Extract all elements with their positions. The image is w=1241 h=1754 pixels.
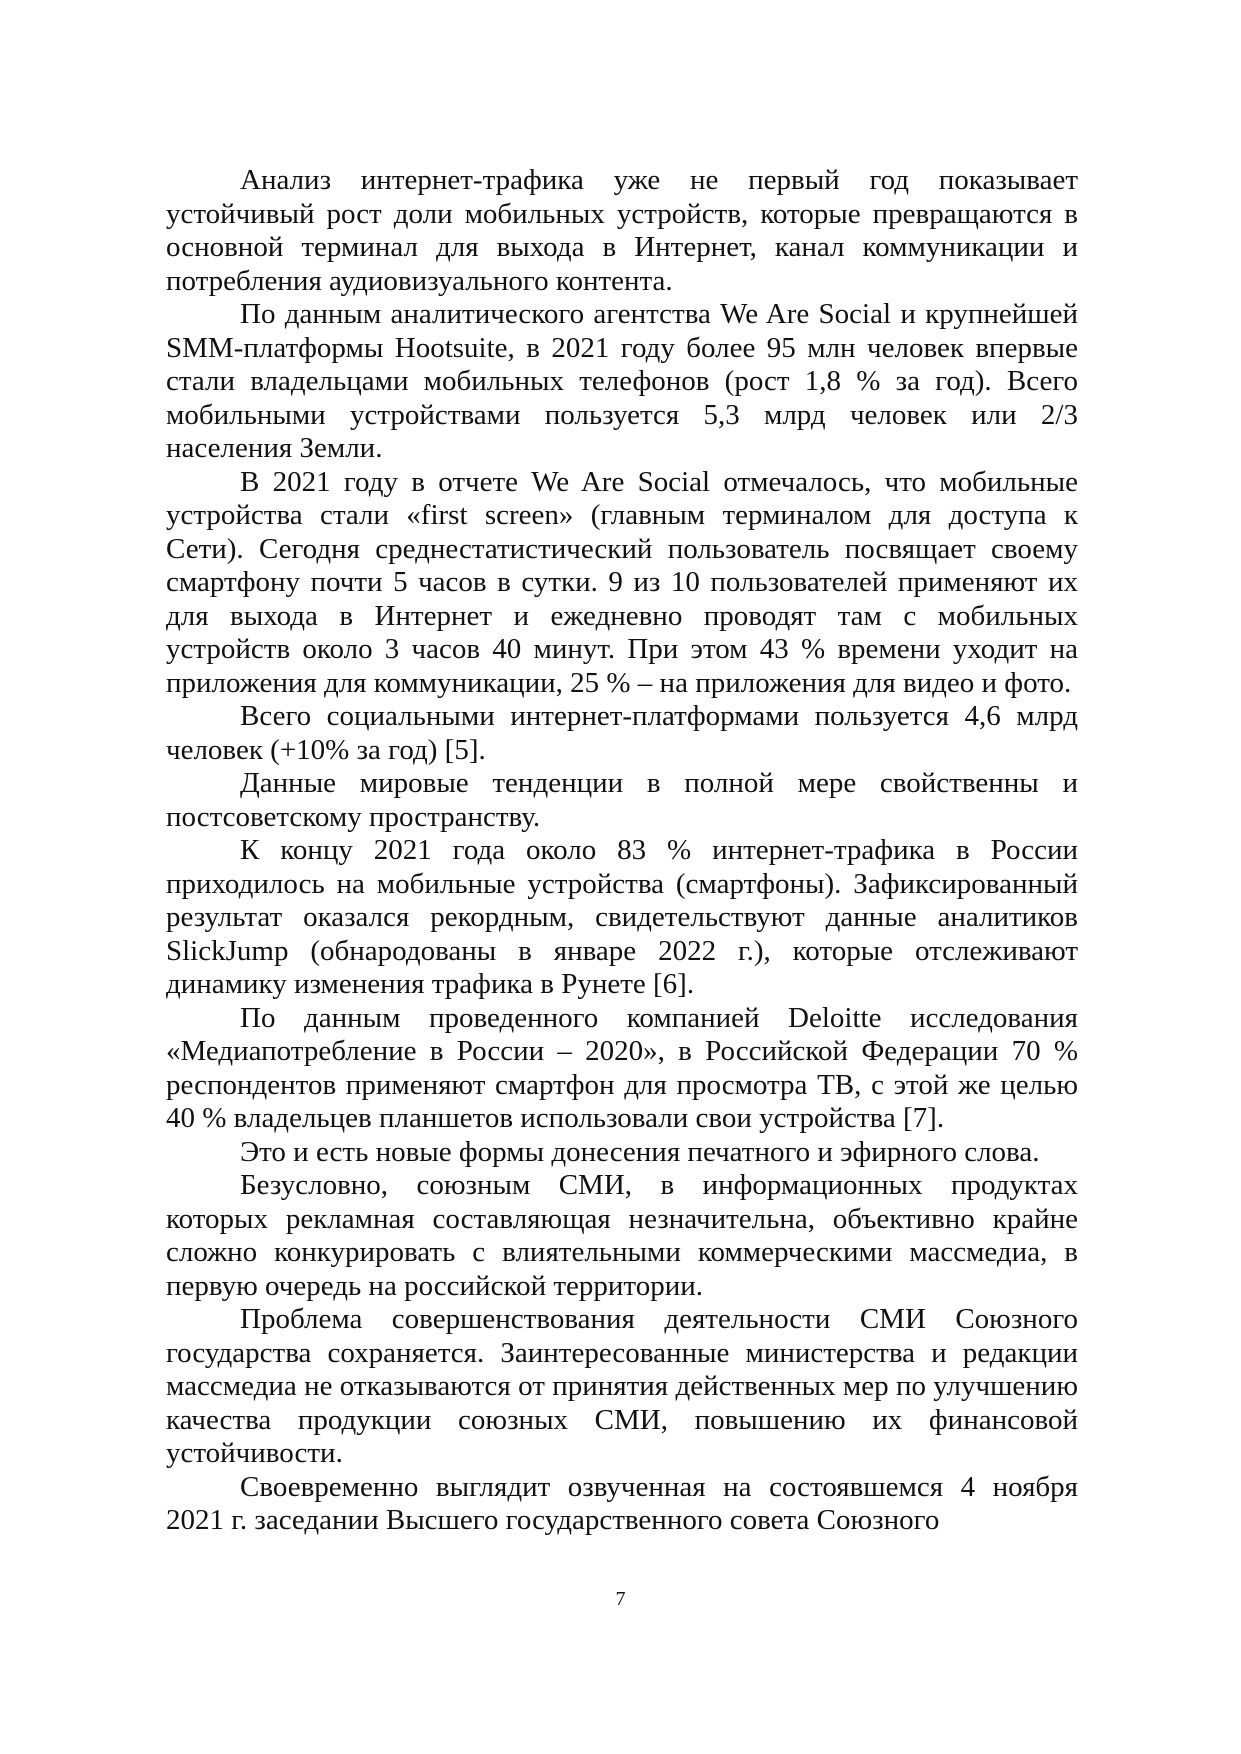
paragraph-2: По данным аналитического агентства We Are Social и крупнейшей SMM-платформы Hootsuite, в 2021 году более 95 млн человек впервые стали владельцами мобильных телефонов (рост 1,8 % за год). Всего мобильными устройствами пользуется 5,3 млрд человек или 2/3 населения Земли. xyxy=(166,298,1078,464)
paragraph-3: В 2021 году в отчете We Are Social отмечалось, что мобильные устройства стали «first screen» (главным терминалом для доступа к Сети). Сегодня среднестатистический пользователь посвящает своему смартфону почти 5 часов в сутки. 9 из 10 пользователей применяют их для выхода в Интернет и ежедневно проводят там с мобильных устройств около 3 часов 40 минут. При этом 43 % времени уходит на приложения для коммуникации, 25 % – на приложения для видео и фото. xyxy=(166,465,1078,699)
body-text xyxy=(166,164,1078,1538)
paragraph-9: Безусловно, союзным СМИ, в информационных продуктах которых рекламная составляющая незначительна, объективно крайне сложно конкурировать с влиятельными коммерческими массмедиа, в первую очередь на российской территории. xyxy=(166,1169,1078,1302)
paragraph-6: К концу 2021 года около 83 % интернет-трафика в России приходилось на мобильные устройства (смартфоны). Зафиксированный результат оказался рекордным, свидетельствуют данные аналитиков SlickJump (обнародованы в январе 2022 г.), которые отслеживают динамику изменения трафика в Рунете [6]. xyxy=(166,834,1078,1000)
paragraph-10: Проблема совершенствования деятельности СМИ Союзного государства сохраняется. Заинтересованные министерства и редакции массмедиа не отказываются от принятия действенных мер по улучшению качества продукции союзных СМИ, повышению их финансовой устойчивости. xyxy=(166,1303,1078,1469)
page-number: 7 xyxy=(615,1588,626,1610)
paragraph-11: Своевременно выглядит озвученная на состоявшемся 4 ноября 2021 г. заседании Высшего государственного совета Союзного xyxy=(166,1470,1078,1536)
paragraph-5: Данные мировые тенденции в полной мере свойственны и постсоветскому пространству. xyxy=(166,767,1078,833)
paragraph-1: Анализ интернет-трафика уже не первый год показывает устойчивый рост доли мобильных устройств, которые превращаются в основной терминал для выхода в Интернет, канал коммуникации и потребления аудиовизуального контента. xyxy=(166,164,1078,297)
paragraph-4: Всего социальными интернет-платформами пользуется 4,6 млрд человек (+10% за год) [5]. xyxy=(166,700,1078,766)
paragraph-8: Это и есть новые формы донесения печатного и эфирного слова. xyxy=(240,1135,1040,1168)
paragraph-7: По данным проведенного компанией Deloitte исследования «Медиапотребление в России – 2020», в Российской Федерации 70 % респондентов применяют смартфон для просмотра ТВ, с этой же целью 40 % владельцев планшетов использовали свои устройства [7]. xyxy=(166,1001,1078,1134)
